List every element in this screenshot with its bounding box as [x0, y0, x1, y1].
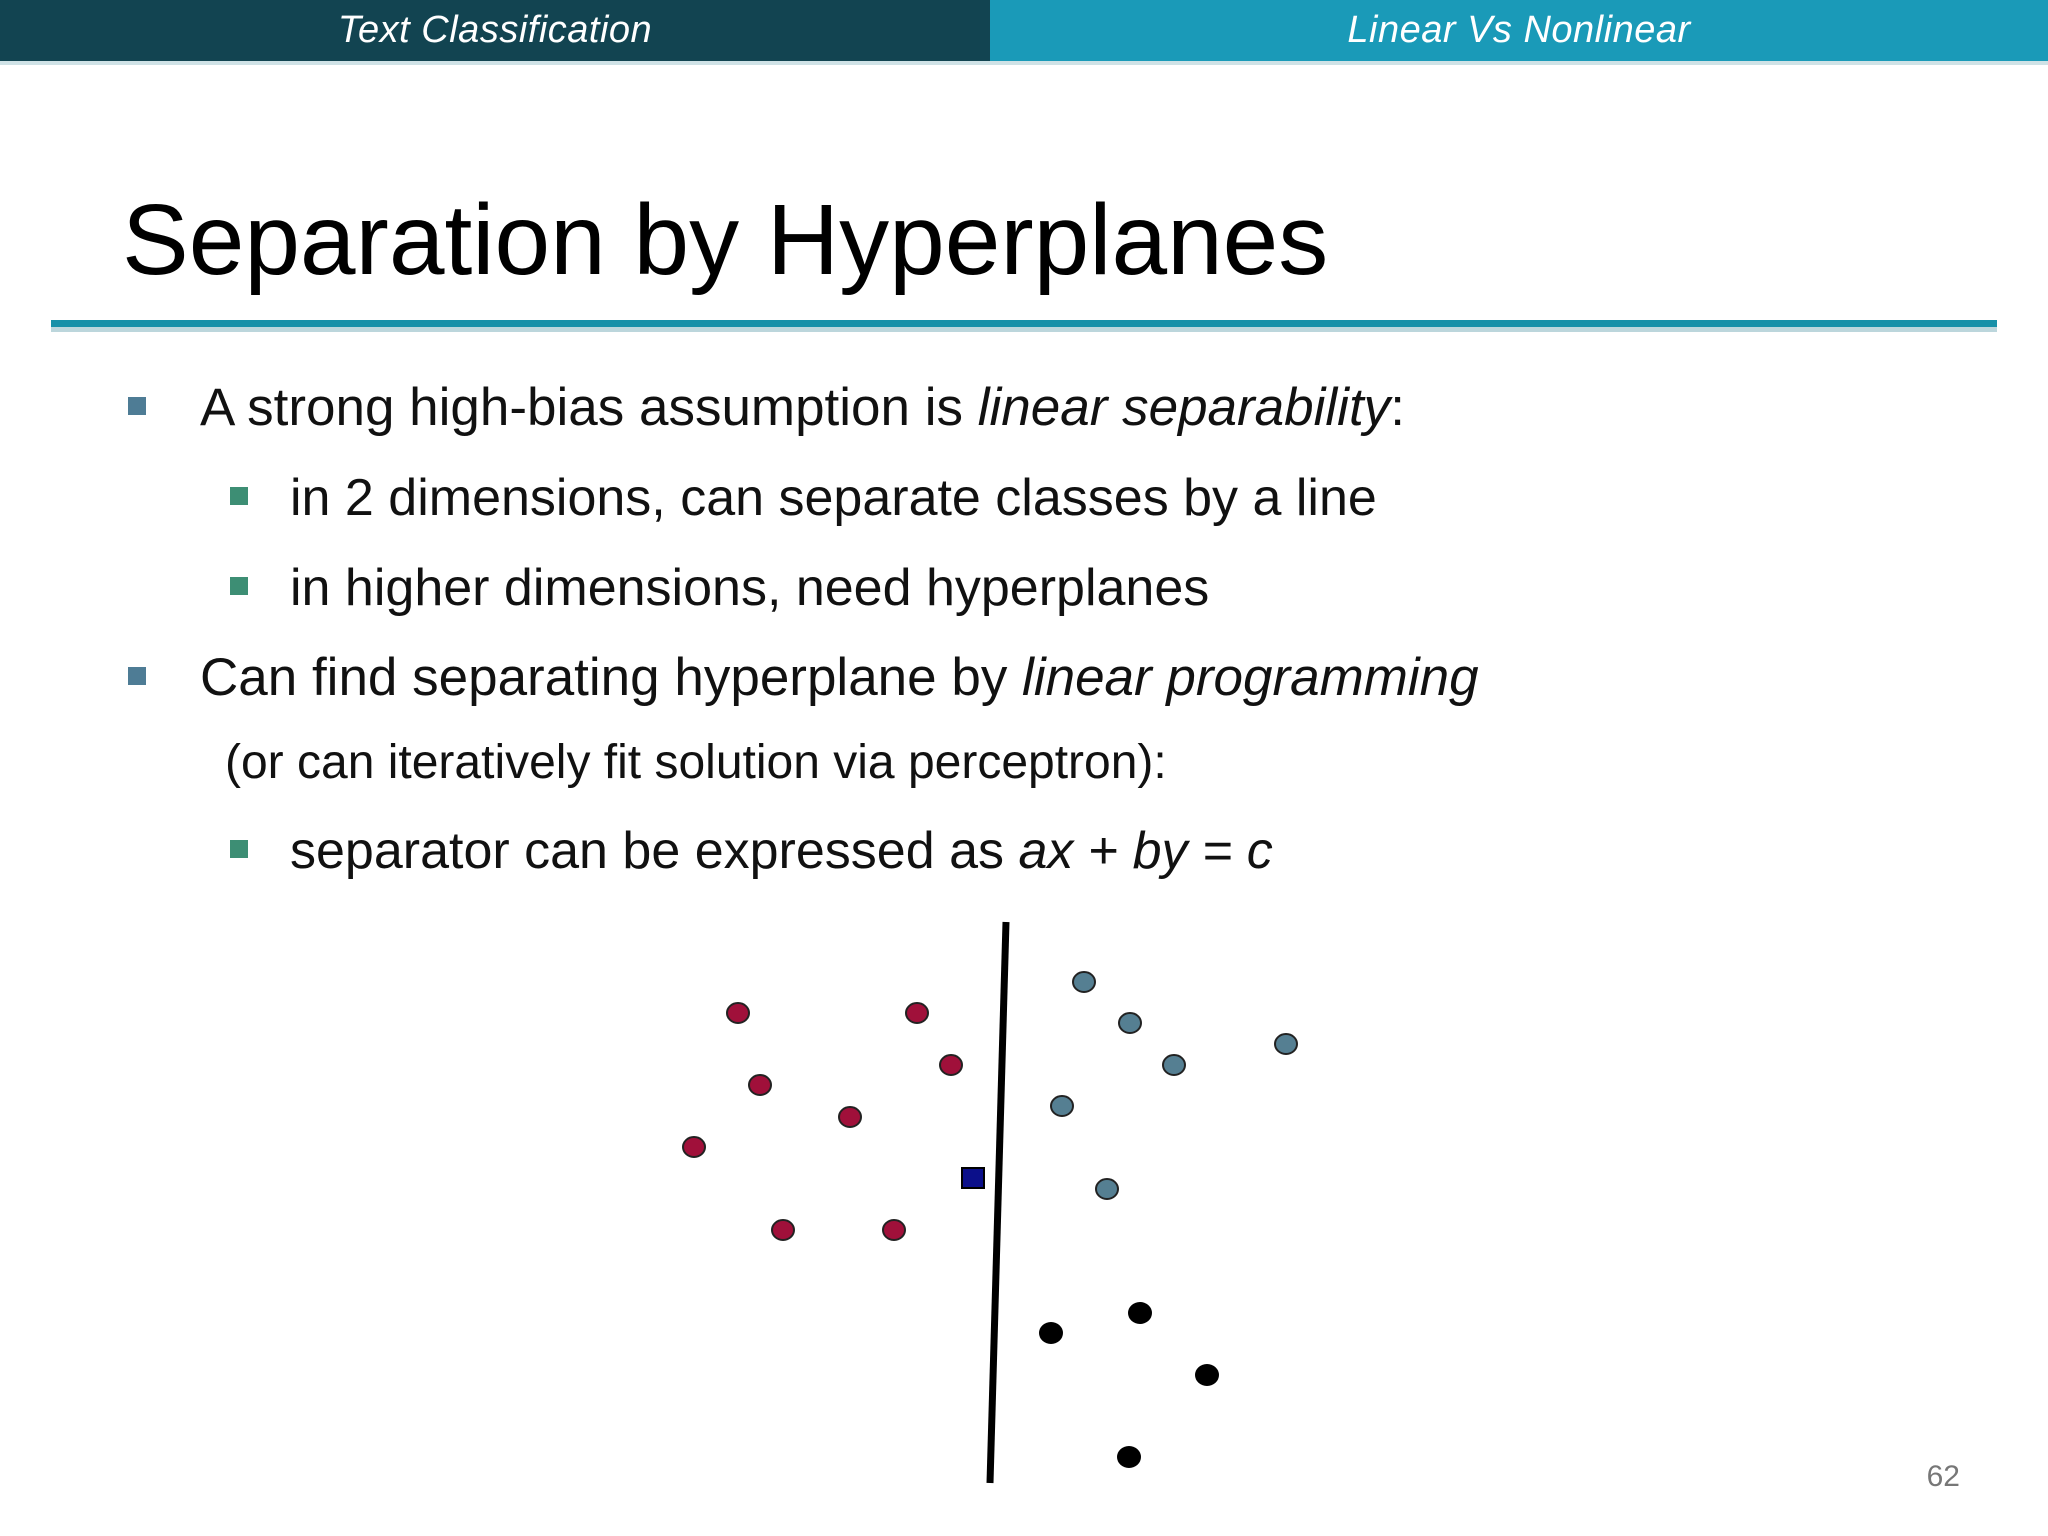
- bullet-1-italic: linear separability: [977, 378, 1391, 437]
- title-divider: [51, 320, 1997, 327]
- blue-point: [1073, 972, 1095, 992]
- bullet-1-post: :: [1390, 378, 1405, 437]
- blue-class-points: [1051, 972, 1297, 1199]
- red-point: [772, 1220, 794, 1240]
- bullet-text-2: [200, 643, 1479, 713]
- bullet-square-icon: [128, 667, 146, 685]
- bullet-1-text: A strong high-bias assumption is: [200, 378, 978, 437]
- continuation-line: (or can iteratively fit solution via perceptron):: [225, 736, 1167, 789]
- red-point: [883, 1220, 905, 1240]
- bullet-2-1-text: separator can be expressed as: [290, 822, 1019, 880]
- title-divider-shadow: [51, 327, 1997, 332]
- red-point: [683, 1137, 705, 1157]
- blue-point: [1163, 1055, 1185, 1075]
- red-point: [906, 1003, 928, 1023]
- red-point: [727, 1003, 749, 1023]
- bullet-text-2-1: [290, 816, 1273, 886]
- black-class-points: [1039, 1302, 1219, 1468]
- blue-point: [1275, 1034, 1297, 1054]
- bullet-text-1: [200, 373, 1405, 443]
- slide-title: Separation by Hyperplanes: [122, 184, 1329, 296]
- red-point: [749, 1075, 771, 1095]
- red-class-points: [683, 1003, 962, 1240]
- separator-line: [990, 922, 1006, 1483]
- black-point: [1117, 1446, 1141, 1468]
- bullet-1-2-text: in higher dimensions, need hyperplanes: [290, 559, 1210, 617]
- black-point: [1039, 1322, 1063, 1344]
- bullet-square-icon: [230, 577, 248, 595]
- bullet-2-italic: linear programming: [1022, 648, 1479, 707]
- red-point: [940, 1055, 962, 1075]
- blue-point: [1096, 1179, 1118, 1199]
- black-point: [1128, 1302, 1152, 1324]
- header-left-label: Text Classification: [337, 9, 653, 51]
- page-number: 62: [1926, 1460, 1960, 1493]
- header-section-right: [990, 0, 2048, 61]
- header-right-label: Linear Vs Nonlinear: [1347, 9, 1691, 51]
- blue-point: [1119, 1013, 1141, 1033]
- black-point: [1195, 1364, 1219, 1386]
- bullet-square-icon: [230, 487, 248, 505]
- blue-point: [1051, 1096, 1073, 1116]
- bullet-2-1-italic: ax + by = c: [1018, 822, 1273, 880]
- bullet-square-icon: [128, 397, 146, 415]
- slide-header: [0, 0, 2048, 65]
- query-square-point: [962, 1168, 984, 1188]
- bullet-1-1-text: in 2 dimensions, can separate classes by a line: [290, 469, 1377, 527]
- bullet-square-icon: [230, 840, 248, 858]
- bullet-2-text: Can find separating hyperplane by: [200, 648, 1023, 707]
- header-section-left: [0, 0, 990, 61]
- red-point: [839, 1107, 861, 1127]
